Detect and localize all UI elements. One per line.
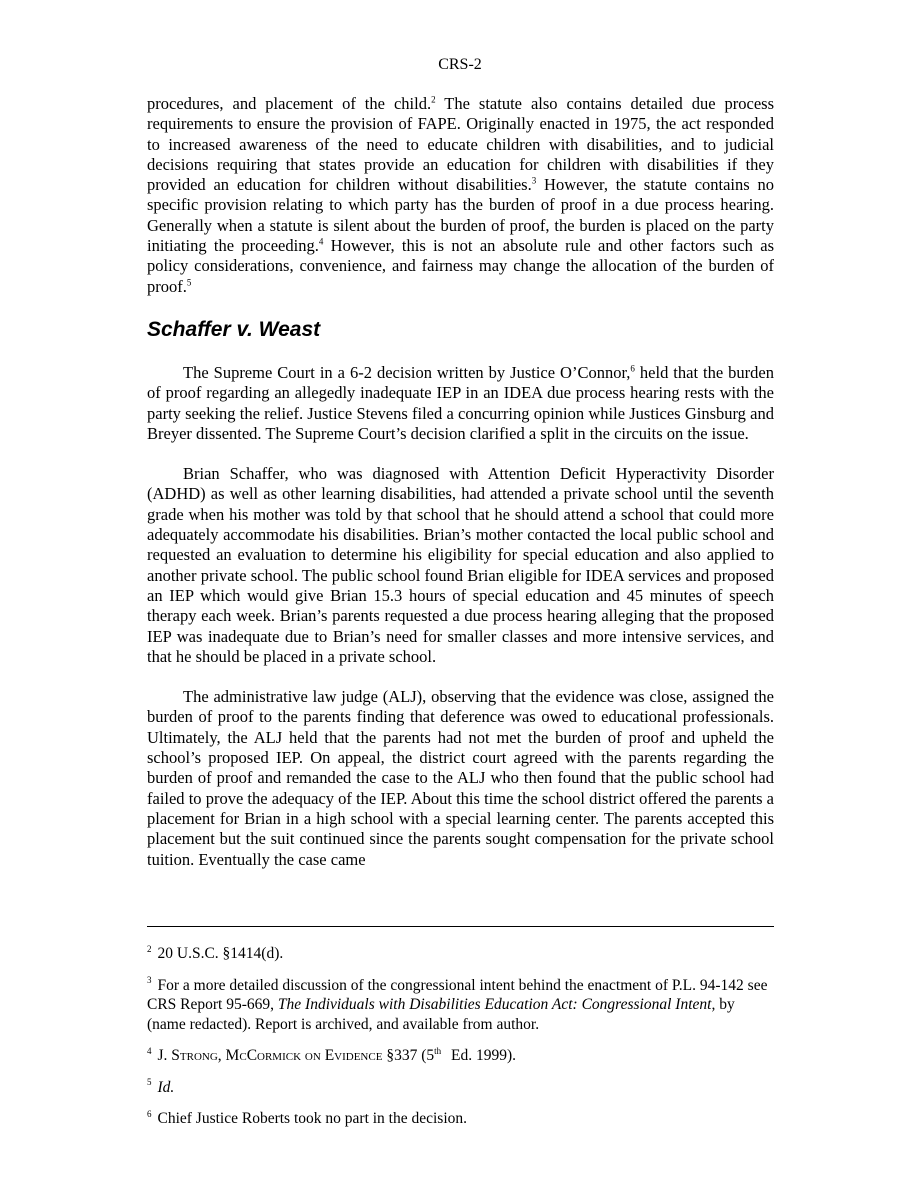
footnote-text: 20 U.S.C. §1414(d). bbox=[157, 945, 284, 962]
footnote-text: by (name redacted). Report is archived, and available from author. bbox=[147, 996, 735, 1033]
citation-part: J. S bbox=[157, 1047, 180, 1064]
section-heading: Schaffer v. Weast bbox=[147, 317, 321, 341]
footnote-number: 6 bbox=[147, 1108, 152, 1119]
text-run: However, this is not an absolute rule and other factors such as policy considerations, convenience, and fairness may change the allocation of the burden of proof. bbox=[147, 236, 774, 296]
body-text bbox=[147, 94, 774, 870]
citation-part: ormick on bbox=[257, 1047, 321, 1064]
paragraph-decision bbox=[147, 363, 774, 444]
citation-part: c bbox=[239, 1047, 247, 1064]
page-header: CRS-2 bbox=[438, 56, 482, 73]
citation-part: trong bbox=[179, 1047, 218, 1064]
footnote-text: Id. bbox=[157, 1078, 175, 1096]
footnote-ref: 5 bbox=[186, 277, 192, 288]
footnote-5 bbox=[147, 1078, 774, 1098]
footnote-4 bbox=[147, 1046, 774, 1066]
footnote-6 bbox=[147, 1109, 774, 1129]
footnote-number: 4 bbox=[147, 1045, 152, 1056]
paragraph-intro bbox=[147, 94, 774, 297]
paragraph-background: Brian Schaffer, who was diagnosed with Attention Deficit Hyperactivity Disorder (ADHD) as well as other learning disabilities, had attended a private school until the seventh grade when his mother was told by that school that he should attend a school that could more adequately accommodate his disabilities. Brian’s mother contacted the local public school and requested an evaluation to determine his eligibility for special education and also applied to another private school. The public school found Brian eligible for IDEA services and proposed an IEP which would give Brian 15.3 hours of special education and 45 minutes of speech therapy each week. Brian’s parents requested a due process hearing alleging that the proposed IEP was inadequate due to Brian’s need for smaller classes and more intensive services, and that he should be placed in a private school. bbox=[147, 464, 774, 666]
citation-part: vidence bbox=[334, 1047, 383, 1064]
citation-part: Ed. 1999). bbox=[447, 1047, 517, 1064]
footnote-ref: 4 bbox=[318, 236, 324, 247]
report-title: The Individuals with Disabilities Education Act: Congressional Intent, bbox=[277, 996, 716, 1013]
footnote-number: 2 bbox=[147, 943, 152, 954]
citation-part: C bbox=[246, 1047, 258, 1064]
footnotes bbox=[147, 944, 774, 1141]
footnote-separator bbox=[147, 926, 774, 927]
footnote-number: 3 bbox=[147, 975, 152, 986]
footnote-ref: 2 bbox=[431, 94, 436, 105]
paragraph-procedural-history: The administrative law judge (ALJ), observing that the evidence was close, assigned the burden of proof to the parents finding that deference was owed to educational professionals. Ultimately, the ALJ held that the parents had not met the burden of proof and upheld the school’s proposed IEP. On appeal, the district court agreed with the parents regarding the burden of proof and remanded the case to the ALJ who then found that the public school had failed to prove the adequacy of the IEP. About this time the school district offered the parents a placement for Brian in a high school with a special learning center. The parents accepted this placement but the suit continued since the parents sought compensation for the private school tuition. Eventually the case came bbox=[147, 687, 774, 869]
footnote-number: 5 bbox=[147, 1077, 152, 1088]
text-run: The statute also contains detailed due process requirements to ensure the provision of FAPE. Originally enacted in 1975, the act responded to increased awareness of the need to educate children with disabilities, and to judicial decisions requiring that states provide an education for children with disabilities if they provided an education for children without disabilities. bbox=[147, 94, 774, 195]
footnote-2 bbox=[147, 944, 774, 964]
footnote-text: For a more detailed discussion of the congressional intent behind the enactment of P.L. 94-142 see CRS Report 95-669, bbox=[147, 976, 768, 1013]
citation-part: §337 (5 bbox=[382, 1047, 435, 1064]
citation-part: E bbox=[320, 1047, 335, 1064]
footnote-ref: 3 bbox=[531, 175, 537, 186]
text-run: held that the burden of proof regarding an allegedly inadequate IEP in an IDEA due process hearing rests with the party seeking the relief. Justice Stevens filed a concurring opinion while Justices Ginsburg and Breyer dissented. The Supreme Court’s decision clarified a split in the circuits on the issue. bbox=[147, 362, 774, 443]
citation-part: , M bbox=[217, 1047, 240, 1064]
footnote-text: Chief Justice Roberts took no part in the decision. bbox=[157, 1110, 468, 1127]
text-run: However, the statute contains no specific provision relating to which party has the burden of proof in a due process hearing. Generally when a statute is silent about the burden of proof, the burden is placed on the party initiating the proceeding. bbox=[147, 175, 775, 256]
text-run: The Supreme Court in a 6-2 decision written by Justice O’Connor, bbox=[183, 362, 631, 382]
footnote-ref: 6 bbox=[630, 363, 635, 374]
edition-superscript: th bbox=[434, 1045, 442, 1056]
footnote-3 bbox=[147, 976, 774, 1035]
text-run: procedures, and placement of the child. bbox=[147, 94, 432, 113]
